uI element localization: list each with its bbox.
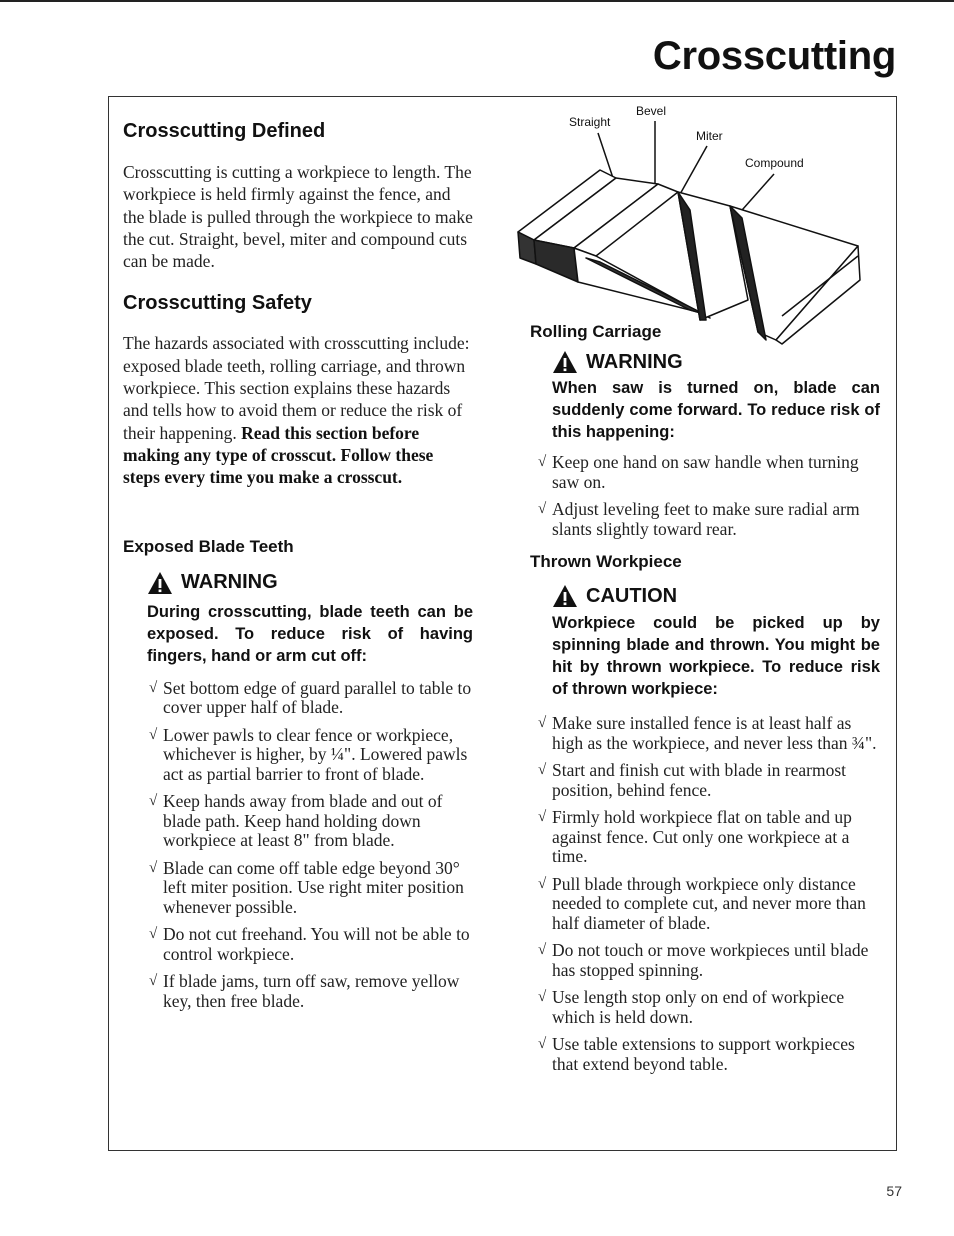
check-item (536, 761, 880, 800)
thrown-caution-text: Workpiece could be picked up by spinning blade and thrown. You might be hit by thrown workpiece. To reduce risk of thrown workpiece: (552, 614, 880, 698)
check-mark-icon: √ (538, 989, 547, 1005)
warning-triangle-icon (552, 350, 578, 374)
check-item (536, 941, 880, 980)
check-item-text: Do not touch or move workpieces until blade has stopped spinning. (552, 940, 869, 980)
page-title: Crosscutting (652, 34, 896, 78)
check-item-text: Keep hands away from blade and out of blade path. Keep hand holding down workpiece at least 8" from blade. (163, 791, 443, 851)
check-mark-icon: √ (538, 715, 547, 731)
warning-label: WARNING (586, 350, 683, 373)
check-mark-icon: √ (538, 501, 547, 517)
check-mark-icon: √ (149, 679, 158, 696)
check-item-text: Do not cut freehand. You will not be able to control workpiece. (163, 924, 470, 964)
page-number: 57 (886, 1183, 902, 1199)
section-heading-safety: Crosscutting Safety (123, 292, 312, 315)
frame-border-bottom (108, 1150, 897, 1151)
check-item-text: Adjust leveling feet to make sure radial arm slants slightly toward rear. (552, 499, 860, 539)
exposed-warning-block (147, 571, 473, 1012)
check-item-text: Pull blade through workpiece only distance needed to complete cut, and never more than half diameter of blade. (552, 873, 866, 933)
check-item-text: Start and finish cut with blade in rearmost position, behind fence. (552, 760, 847, 800)
check-item-text: Firmly hold workpiece flat on table and up against fence. Cut only one workpiece at a time. (552, 807, 852, 866)
rolling-warning-block (552, 350, 880, 443)
thrown-checklist (536, 714, 880, 1074)
warning-triangle-icon (147, 571, 173, 595)
caution-triangle-icon (552, 584, 578, 608)
check-mark-icon: √ (538, 454, 547, 470)
check-item (536, 453, 880, 492)
check-item-text: Use length stop only on end of workpiece which is held down. (552, 987, 845, 1027)
check-mark-icon: √ (538, 762, 547, 778)
check-mark-icon: √ (538, 875, 547, 892)
diagram-label-miter: Miter (696, 129, 723, 143)
check-item (536, 714, 880, 753)
check-mark-icon: √ (149, 793, 158, 810)
check-mark-icon: √ (149, 726, 158, 743)
exposed-warning-header (147, 571, 473, 595)
check-item-text: Make sure installed fence is at least half as high as the workpiece, and never less than ¾". (552, 713, 877, 753)
rolling-warning-header (552, 350, 880, 374)
check-mark-icon: √ (538, 1036, 547, 1052)
exposed-checklist (147, 679, 473, 1012)
subheading-thrown-workpiece: Thrown Workpiece (530, 552, 682, 571)
check-item (536, 988, 880, 1027)
safety-body-text: The hazards associated with crosscutting include: exposed blade teeth, rolling carriage, and thrown workpiece. This section explains these hazards and tells how to avoid them or reduce the risk of their happening. (123, 333, 470, 443)
check-item (536, 808, 880, 867)
check-item (536, 1035, 880, 1074)
check-item (147, 726, 473, 785)
check-item (147, 925, 473, 964)
check-item-text: Set bottom edge of guard parallel to table to cover upper half of blade. (163, 677, 472, 718)
check-item (536, 875, 880, 934)
thrown-caution-block (552, 584, 880, 700)
check-mark-icon: √ (149, 859, 158, 876)
check-mark-icon: √ (149, 926, 158, 943)
check-item-text: Lower pawls to clear fence or workpiece, whichever is higher, by ¼". Lowered pawls act as partial barrier to front of blade. (163, 724, 468, 784)
thrown-caution-header (552, 584, 880, 608)
check-item (147, 679, 473, 718)
diagram-label-straight: Straight (569, 115, 611, 129)
diagram-label-compound: Compound (745, 156, 804, 170)
check-item-text: Use table extensions to support workpieces that extend beyond table. (552, 1034, 855, 1074)
check-item (147, 792, 473, 851)
warning-label: WARNING (181, 571, 278, 594)
exposed-warning-text: During crosscutting, blade teeth can be exposed. To reduce risk of having fingers, hand or arm cut off: (147, 602, 473, 665)
check-mark-icon: √ (538, 809, 547, 825)
check-item-text: Blade can come off table edge beyond 30° left miter position. Use right miter position whenever possible. (163, 857, 464, 917)
check-mark-icon: √ (149, 973, 158, 990)
safety-body-bold: Read this section before making any type of crosscut. Follow these steps every time you make a crosscut. (123, 422, 434, 488)
check-mark-icon: √ (538, 942, 547, 958)
check-item (536, 500, 880, 539)
right-column (530, 98, 880, 1074)
rolling-checklist (536, 453, 880, 539)
check-item-text: Keep one hand on saw handle when turning saw on. (552, 452, 859, 492)
defined-body: Crosscutting is cutting a workpiece to length. The workpiece is held firmly against the fence, and the blade is pulled through the workpiece to make the cut. Straight, bevel, miter and compound cuts can be made. (123, 162, 473, 272)
subheading-exposed-blade-teeth: Exposed Blade Teeth (123, 536, 294, 556)
subheading-rolling-carriage: Rolling Carriage (530, 322, 662, 341)
check-item (147, 972, 473, 1011)
check-item (147, 859, 473, 918)
section-heading-defined: Crosscutting Defined (123, 120, 326, 142)
check-item-text: If blade jams, turn off saw, remove yellow key, then free blade. (163, 971, 460, 1011)
caution-label: CAUTION (586, 584, 678, 607)
rolling-warning-text: When saw is turned on, blade can suddenly come forward. To reduce risk of this happening: (552, 379, 880, 441)
diagram-label-bevel: Bevel (636, 104, 667, 118)
